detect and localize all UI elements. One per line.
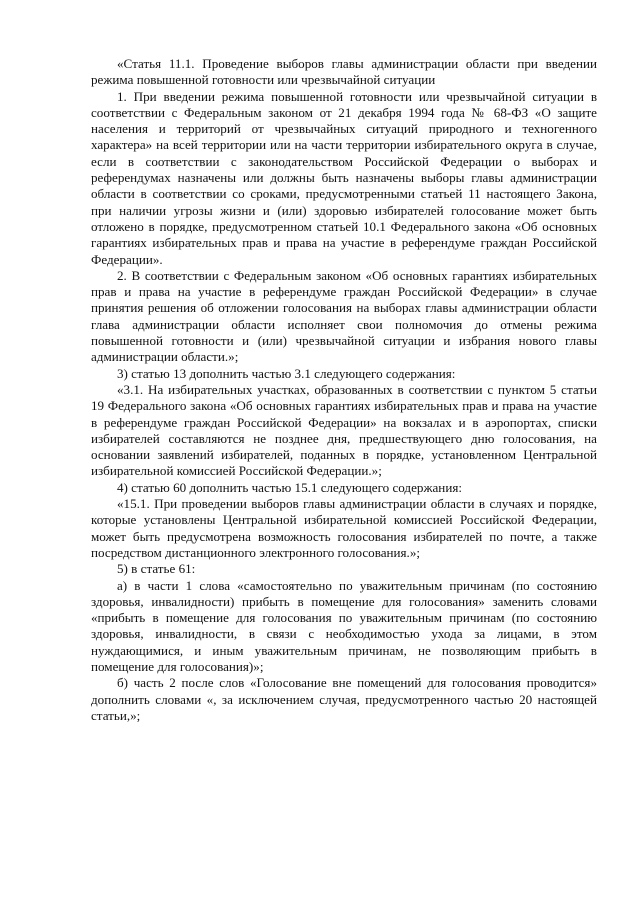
paragraph-item-4: 4) статью 60 дополнить частью 15.1 следующего содержания:	[117, 479, 462, 495]
paragraph-item-3: 3) статью 13 дополнить частью 3.1 следующего содержания:	[117, 365, 456, 381]
article-heading: «Статья 11.1. Проведение выборов главы администрации области при введении режима повышенной готовности или чрезвычайной ситуации	[91, 56, 597, 88]
paragraph-subitem-a: а) в части 1 слова «самостоятельно по уважительным причинам (по состоянию здоровья, инвалидности) прибыть в помещение для голосования» заменить словами «прибыть в помещение для голосования по уважительным причинам (по состоянию здоровья, инвалидности, в связи с необходимостью ухода за лицами, в этом нуждающимися, и иным уважительным причинам, не позволяющим прибыть в помещение для голосования)»;	[91, 577, 597, 674]
paragraph-item-5: 5) в статье 61:	[117, 561, 196, 577]
document-page	[91, 56, 597, 724]
paragraph-subitem-b: б) часть 2 после слов «Голосование вне помещений для голосования проводится» дополнить словами «, за исключением случая, предусмотренного частью 20 настоящей статьи,»;	[91, 675, 597, 723]
paragraph-item-2: 2. В соответствии с Федеральным законом «Об основных гарантиях избирательных прав и права на участие в референдуме граждан Российской Федерации» в случае принятия решения об отложении голосования на выборах главы администрации области глава администрации области исполняет свои полномочия до отмены режима повышенной готовности и (или) чрезвычайной ситуации и избрания нового главы администрации области.»;	[91, 267, 597, 365]
paragraph-part-3-1: «3.1. На избирательных участках, образованных в соответствии с пунктом 5 статьи 19 Федерального закона «Об основных гарантиях избирательных прав и права на участие в референдуме граждан Российской Федерации» на вокзалах и в аэропортах, списки избирателей составляются не позднее дня, предшествующего дню голосования, на основании заявлений избирателей, поданных в порядке, установленном Центральной избирательной комиссией Российской Федерации.»;	[91, 381, 597, 479]
paragraph-part-15-1: «15.1. При проведении выборов главы администрации области в случаях и порядке, которые установлены Центральной избирательной комиссией Российской Федерации, может быть предусмотрена возможность голосования избирателей по почте, а также посредством дистанционного электронного голосования.»;	[91, 496, 597, 560]
paragraph-item-1: 1. При введении режима повышенной готовности или чрезвычайной ситуации в соответствии с Федеральным законом от 21 декабря 1994 года № 68-ФЗ «О защите населения и территорий от чрезвычайных ситуаций природного и техногенного характера» на всей территории или на части территории избирательного округа в случае, если в соответствии с законодательством Российской Федерации о выборах и референдумах назначены или должны быть назначены выборы главы администрации области в соответствии со сроками, предусмотренными статьей 11 настоящего Закона, при наличии угрозы жизни и (или) здоровью избирателей голосование может быть отложено в порядке, предусмотренном статьей 10.1 Федерального закона «Об основных гарантиях избирательных прав и права на участие в референдуме граждан Российской Федерации».	[91, 88, 597, 267]
